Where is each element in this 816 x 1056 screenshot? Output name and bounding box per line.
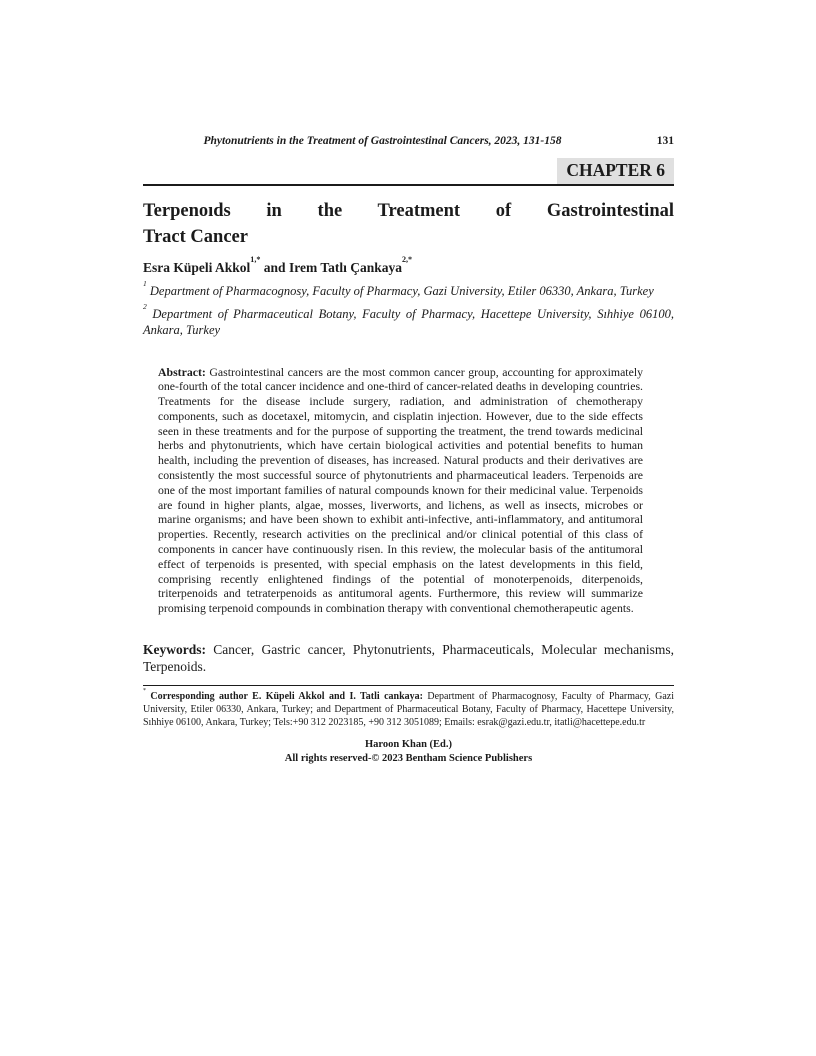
editor-line: Haroon Khan (Ed.): [364, 739, 453, 751]
authors-line: [143, 255, 674, 277]
affiliation-1-text: Department of Pharmacognosy, Faculty of Pharmacy, Gazi University, Etiler 06330, Ankara, Turkey: [149, 284, 654, 298]
affiliation-2: [143, 301, 675, 339]
authors-connector: and: [263, 260, 286, 275]
chapter-label: CHAPTER 6: [557, 158, 674, 184]
author-1-name: Esra Küpeli Akkol: [143, 260, 251, 275]
chapter-title-line-2: Tract Cancer: [143, 227, 248, 247]
chapter-header-row: [143, 158, 674, 186]
abstract-block: [158, 365, 643, 617]
page-number: 131: [656, 135, 674, 147]
footnote-label: Corresponding author E. Küpeli Akkol and I. Tatli cankaya:: [150, 691, 423, 703]
affiliation-1-superscript: 1: [143, 279, 147, 289]
page-content-column: [143, 134, 674, 766]
corresponding-author-footnote: [143, 687, 674, 729]
author-2-name: Irem Tatlı Çankaya: [288, 260, 402, 275]
running-header: [143, 134, 674, 148]
chapter-title: [143, 198, 674, 250]
running-head-title: Phytonutrients in the Treatment of Gastrointestinal Cancers, 2023, 131-158: [203, 135, 562, 147]
affiliation-1: [143, 279, 674, 300]
affiliation-2-text: Department of Pharmaceutical Botany, Faculty of Pharmacy, Hacettepe University, Sıhhiye 06100, Ankara, Turkey: [143, 306, 675, 337]
footnote-marker: *: [143, 687, 146, 694]
copyright-line: All rights reserved-© 2023 Bentham Science Publishers: [284, 753, 533, 765]
keywords-block: [143, 642, 674, 675]
footnote-text: Department of Pharmacognosy, Faculty of Pharmacy, Gazi University, Etiler 06330, Ankara, Turkey; and Department of Pharmaceutical Botany, Faculty of Pharmacy, Hacettepe University, Sıhhiye 06100, Ankara, Turkey; Tels:+90 312 2023185, +90 312 3051089; Emails: esrak@gazi.edu.tr, itatli@hacettepe.edu.tr: [143, 691, 674, 729]
affiliation-2-superscript: 2: [143, 301, 147, 311]
author-1-superscript: 1,*: [250, 255, 261, 265]
abstract-text: Gastrointestinal cancers are the most common cancer group, accounting for approximately one-fourth of the total cancer incidence and one-third of cancer-related deaths in developing countries. Treatments for the disease include surgery, radiation, and administration of chemotherapy components, such as docetaxel, mitomycin, and cisplatin injection. However, due to the side effects seen in these treatments and for the purpose of supporting the treatment, the trend towards medicinal herbs and phytonutrients, which have certain biological activities and potential benefits to human health, including the prevention of diseases, has increased. Natural products and their derivatives are consistently the most successful source of phytonutrients and pharmaceutical leaders. Terpenoids are one of the most important families of natural compounds known for their medicinal value. Terpenoids are found in higher plants, algae, mosses, liverworts, and lichens, as well as insects, microbes or marine organisms; and have been shown to exhibit anti-infective, anti-inflammatory, and antitumoral properties. Recently, research activities on the preclinical and/or clinical potential of this class of components in cancer have continuously risen. In this review, the molecular basis of the antitumoral effect of terpenoids is presented, with special emphasis on the latest developments in this field, comprising recently enlightened findings of the potential of monoterpenoids, diterpenoids, triterpenoids and tetraterpenoids as antitumoral agents. Furthermore, this review will summarize promising terpenoid compounds in combination therapy with conventional chemotherapeutic agents.: [158, 364, 643, 616]
keywords-label: Keywords:: [143, 642, 206, 658]
keywords-text: Cancer, Gastric cancer, Phytonutrients, Pharmaceuticals, Molecular mechanisms, Terpenoids.: [143, 642, 674, 674]
publisher-footer: [143, 738, 674, 766]
author-2-superscript: 2,*: [401, 255, 413, 265]
chapter-title-line-1: Terpenoıds in the Treatment of Gastrointestinal: [143, 201, 674, 221]
footnote-divider: [143, 685, 674, 686]
abstract-label: Abstract:: [158, 364, 206, 379]
